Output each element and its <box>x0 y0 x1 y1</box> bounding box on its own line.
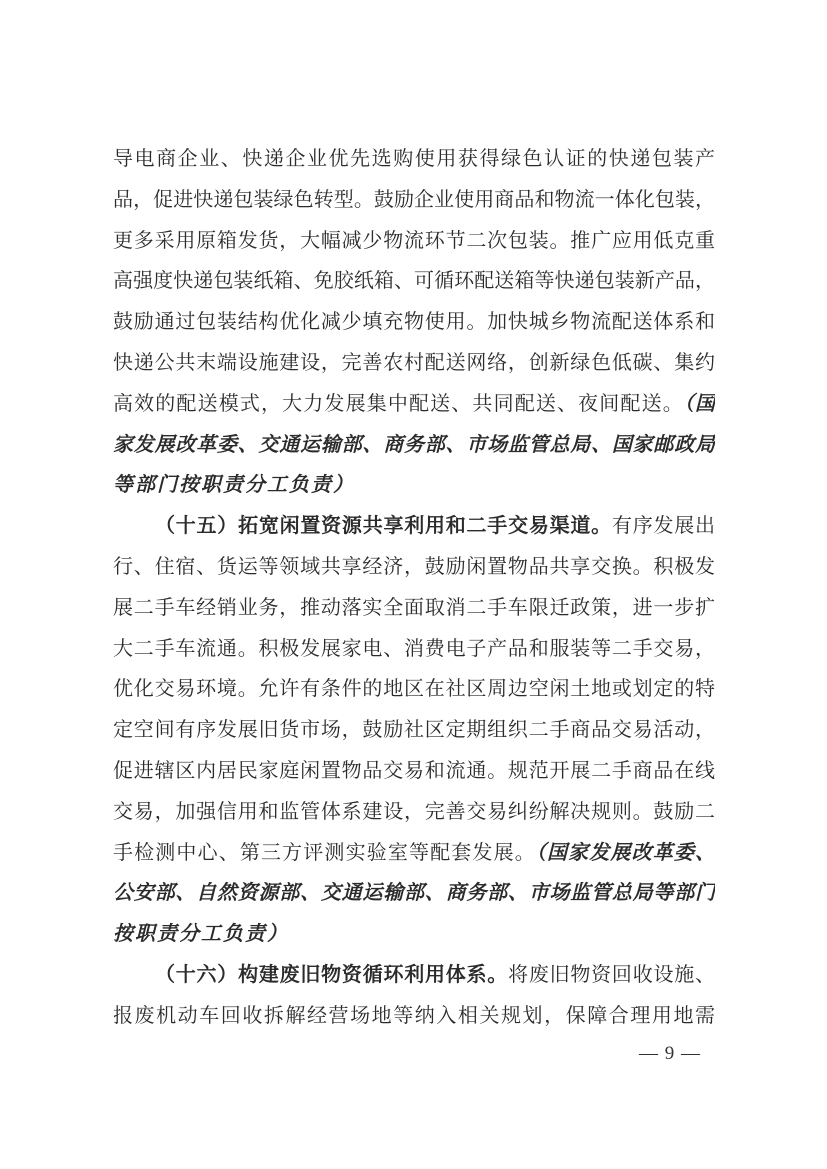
text-segment: 手检测中心、第三方评测实验室等配套发展。 <box>113 841 536 864</box>
text-segment: 行、住宿、货运等领域共享经济，鼓励闲置物品共享交换。积极发 <box>113 555 715 578</box>
text-segment: 品，促进快递包装绿色转型。鼓励企业使用商品和物流一体化包装， <box>113 188 715 211</box>
text-line <box>113 914 715 955</box>
text-line <box>113 221 715 262</box>
text-line <box>113 506 715 547</box>
text-segment: 鼓励通过包装结构优化减少填充物使用。加快城乡物流配送体系和 <box>113 311 715 334</box>
text-line <box>113 261 715 302</box>
responsible-departments: 公安部、自然资源部、交通运输部、商务部、市场监管总局等部门 <box>113 882 715 905</box>
text-line <box>113 588 715 629</box>
text-line <box>113 873 715 914</box>
section-heading: （十六）构建废旧物资循环利用体系。 <box>155 963 509 986</box>
responsible-departments: 等部门按职责分工负责） <box>113 474 355 497</box>
text-segment: 促进辖区内居民家庭闲置物品交易和流通。规范开展二手商品在线 <box>113 759 715 782</box>
text-segment: 报废机动车回收拆解经营场地等纳入相关规划，保障合理用地需 <box>113 1004 715 1027</box>
text-segment: 高效的配送模式，大力发展集中配送、共同配送、夜间配送。 <box>113 392 684 415</box>
text-line <box>113 139 715 180</box>
page-number: — 9 — <box>639 1043 701 1064</box>
text-segment: 大二手车流通。积极发展家电、消费电子产品和服装等二手交易， <box>113 637 715 660</box>
text-line <box>113 384 715 425</box>
text-line <box>113 751 715 792</box>
text-line <box>113 710 715 751</box>
text-segment: 更多采用原箱发货，大幅减少物流环节二次包装。推广应用低克重 <box>113 229 715 252</box>
text-line <box>113 302 715 343</box>
text-segment: 展二手车经销业务，推动落实全面取消二手车限迁政策，进一步扩 <box>113 596 715 619</box>
text-line <box>113 955 715 996</box>
responsible-departments: 按职责分工负责） <box>113 923 289 946</box>
text-segment: 交易，加强信用和监管体系建设，完善交易纠纷解决规则。鼓励二 <box>113 800 715 823</box>
responsible-departments: 家发展改革委、交通运输部、商务部、市场监管总局、国家邮政局 <box>113 433 715 456</box>
responsible-departments: （国家发展改革委、 <box>535 841 715 864</box>
text-line <box>113 343 715 384</box>
text-line <box>113 547 715 588</box>
text-line <box>113 629 715 670</box>
text-segment: 快递公共末端设施建设，完善农村配送网络，创新绿色低碳、集约 <box>113 351 715 374</box>
section-heading: （十五）拓宽闲置资源共享利用和二手交易渠道。 <box>155 515 612 538</box>
text-block <box>113 139 715 1037</box>
text-line <box>113 669 715 710</box>
text-segment: 导电商企业、快递企业优先选购使用获得绿色认证的快递包装产 <box>113 148 715 170</box>
text-segment: 将废旧物资回收设施、 <box>508 963 715 986</box>
text-segment: 高强度快递包装纸箱、免胶纸箱、可循环配送箱等快递包装新产品， <box>113 270 715 293</box>
text-line <box>113 465 715 506</box>
responsible-departments: （国 <box>683 392 715 415</box>
text-line <box>113 180 715 221</box>
text-line <box>113 833 715 874</box>
text-segment: 优化交易环境。允许有条件的地区在社区周边空闲土地或划定的特 <box>113 678 715 701</box>
text-line <box>113 792 715 833</box>
text-line <box>113 996 715 1037</box>
text-segment: 定空间有序发展旧货市场，鼓励社区定期组织二手商品交易活动， <box>113 719 715 742</box>
text-line <box>113 425 715 466</box>
text-segment: 有序发展出 <box>611 515 715 538</box>
